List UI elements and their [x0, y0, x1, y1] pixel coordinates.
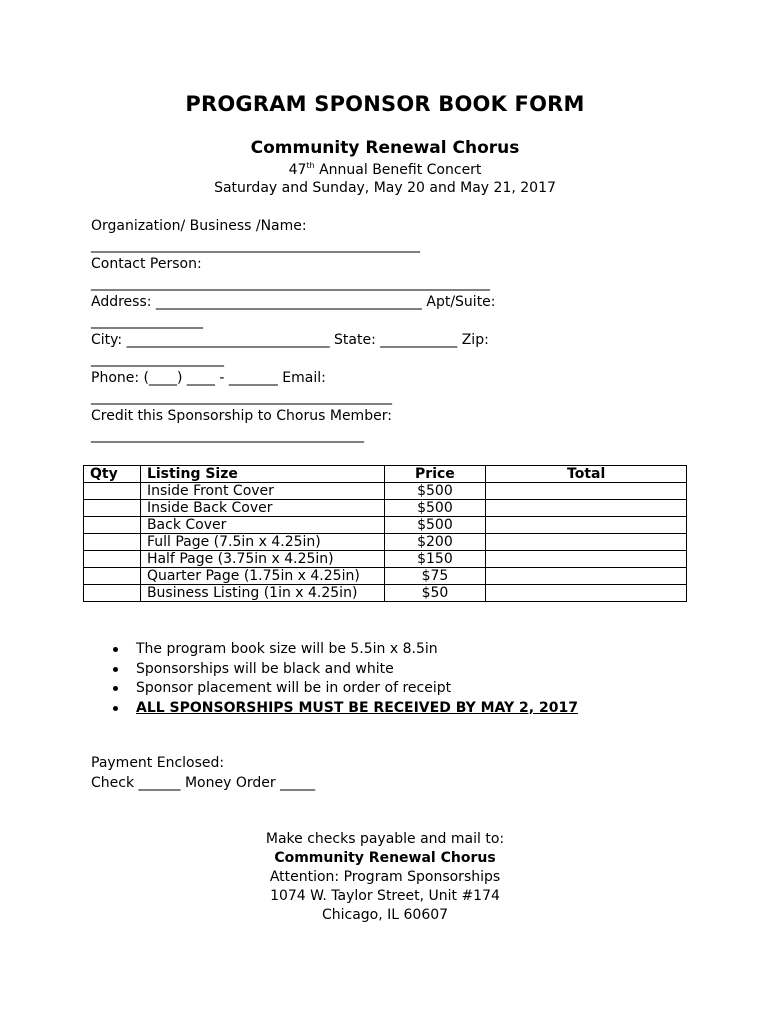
mailing-intro: Make checks payable and mail to:	[265, 831, 505, 847]
apt-suite-field-line[interactable]: ________________	[91, 313, 203, 329]
mailing-city: Chicago, IL 60607	[321, 907, 449, 923]
page-title: PROGRAM SPONSOR BOOK FORM	[185, 92, 585, 116]
city-state-zip-field[interactable]: City: _____________________________ State: ___________ Zip:	[91, 332, 489, 348]
note-text: The program book size will be 5.5in x 8.5in	[136, 641, 438, 657]
total-cell[interactable]	[486, 483, 687, 500]
table-row	[84, 551, 687, 568]
total-cell[interactable]	[486, 568, 687, 585]
listing-size-cell: Inside Back Cover	[140, 500, 384, 517]
bullet-icon	[113, 706, 118, 711]
price-cell: $200	[384, 534, 486, 551]
qty-cell[interactable]	[84, 500, 141, 517]
concert-name: Annual Benefit Concert	[314, 162, 482, 178]
organization-field-line[interactable]: _______________________________________________	[91, 237, 420, 253]
phone-email-field[interactable]: Phone: (____) ____ - _______ Email:	[91, 370, 326, 386]
qty-cell[interactable]	[84, 534, 141, 551]
table-row	[84, 534, 687, 551]
list-item	[113, 660, 578, 680]
list-item	[113, 699, 578, 719]
email-field-line[interactable]: ___________________________________________	[91, 389, 392, 405]
qty-cell[interactable]	[84, 517, 141, 534]
listing-size-cell: Inside Front Cover	[140, 483, 384, 500]
qty-cell[interactable]	[84, 551, 141, 568]
price-cell: $75	[384, 568, 486, 585]
price-cell: $500	[384, 500, 486, 517]
contact-person-field-line[interactable]: _________________________________________________________	[91, 275, 490, 291]
concert-subtitle	[0, 161, 770, 178]
total-cell[interactable]	[486, 517, 687, 534]
table-row	[84, 483, 687, 500]
concert-ordinal-suffix: th	[306, 161, 315, 170]
total-header: Total	[486, 466, 687, 483]
price-cell: $150	[384, 551, 486, 568]
listing-size-header: Listing Size	[140, 466, 384, 483]
listing-size-cell: Half Page (3.75in x 4.25in)	[140, 551, 384, 568]
bullet-icon	[113, 686, 118, 691]
list-item	[113, 640, 578, 660]
mailing-street: 1074 W. Taylor Street, Unit #174	[270, 888, 500, 904]
note-text: Sponsor placement will be in order of receipt	[136, 680, 452, 696]
table-row	[84, 568, 687, 585]
payment-options[interactable]: Check ______ Money Order _____	[91, 775, 316, 791]
mailing-payee: Community Renewal Chorus	[274, 850, 496, 866]
concert-dates: Saturday and Sunday, May 20 and May 21, 2017	[214, 180, 556, 196]
zip-field-line[interactable]: ___________________	[91, 351, 224, 367]
qty-cell[interactable]	[84, 585, 141, 602]
table-row	[84, 517, 687, 534]
contact-person-field-label: Contact Person:	[91, 256, 202, 272]
price-cell: $50	[384, 585, 486, 602]
listing-size-cell: Business Listing (1in x 4.25in)	[140, 585, 384, 602]
table-row	[84, 585, 687, 602]
table-row	[84, 500, 687, 517]
mailing-attention: Attention: Program Sponsorships	[269, 869, 501, 885]
qty-cell[interactable]	[84, 568, 141, 585]
credit-member-field-label: Credit this Sponsorship to Chorus Member:	[91, 408, 392, 424]
total-cell[interactable]	[486, 500, 687, 517]
qty-cell[interactable]	[84, 483, 141, 500]
price-cell: $500	[384, 483, 486, 500]
listing-size-cell: Back Cover	[140, 517, 384, 534]
note-text: Sponsorships will be black and white	[136, 660, 394, 677]
organization-field-label: Organization/ Business /Name:	[91, 218, 307, 234]
deadline-note: ALL SPONSORSHIPS MUST BE RECEIVED BY MAY 2, 2017	[136, 699, 578, 716]
total-cell[interactable]	[486, 534, 687, 551]
list-item	[113, 679, 578, 699]
organization-name: Community Renewal Chorus	[250, 138, 520, 158]
price-cell: $500	[384, 517, 486, 534]
bullet-icon	[113, 647, 118, 652]
credit-member-field-line[interactable]: _______________________________________	[91, 427, 364, 443]
qty-header: Qty	[84, 466, 141, 483]
sponsorship-table	[83, 465, 687, 602]
payment-label: Payment Enclosed:	[91, 755, 225, 771]
concert-number: 47	[288, 162, 307, 178]
total-cell[interactable]	[486, 551, 687, 568]
table-header-row	[84, 466, 687, 483]
listing-size-cell: Quarter Page (1.75in x 4.25in)	[140, 568, 384, 585]
bullet-icon	[113, 667, 118, 672]
address-field[interactable]: Address: ______________________________________ Apt/Suite:	[91, 294, 496, 310]
total-cell[interactable]	[486, 585, 687, 602]
price-header: Price	[384, 466, 486, 483]
notes-list	[113, 640, 578, 718]
listing-size-cell: Full Page (7.5in x 4.25in)	[140, 534, 384, 551]
